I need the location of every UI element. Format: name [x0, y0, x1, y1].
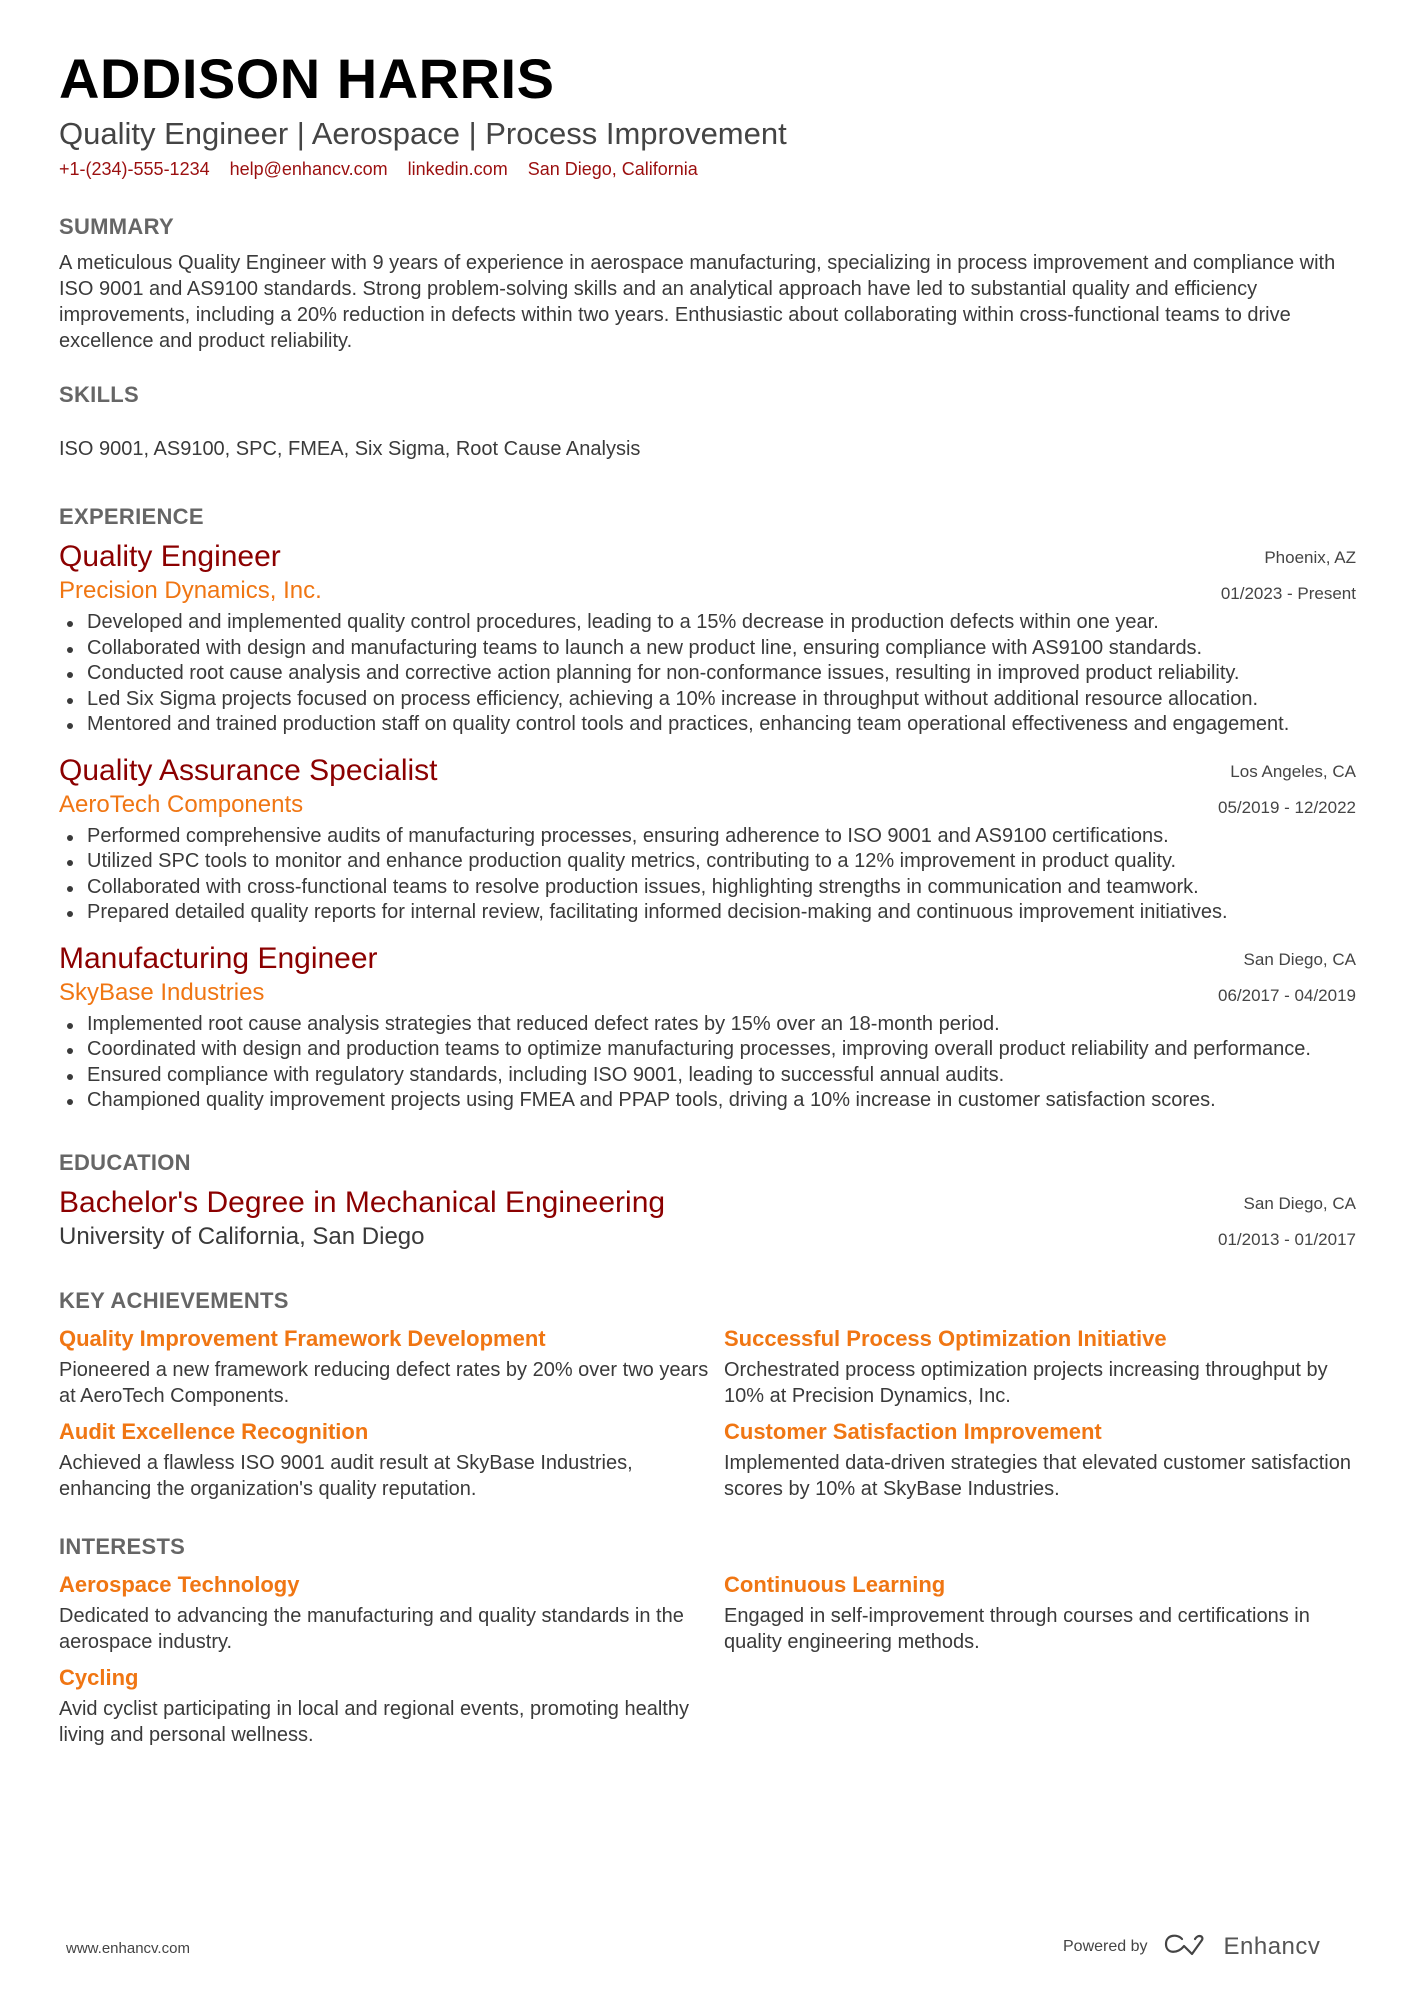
- job-company: AeroTech Components: [59, 790, 304, 818]
- job-bullet: Coordinated with design and production teams to optimize manufacturing processes, improving overall product reliability and performance.: [59, 1037, 1356, 1063]
- education-dates: 01/2013 - 01/2017: [1217, 1229, 1356, 1249]
- contact-list: [59, 156, 1356, 182]
- interest-item: [724, 1570, 1356, 1655]
- job-bullet: Led Six Sigma projects focused on process efficiency, achieving a 10% increase in throughput without additional resource allocation.: [59, 687, 1356, 713]
- section-title-skills: SKILLS: [59, 382, 140, 407]
- section-title-education: EDUCATION: [59, 1149, 191, 1175]
- achievement-desc: Implemented data-driven strategies that elevated customer satisfaction scores by 10% at SkyBase Industries.: [724, 1451, 1351, 1500]
- section-title-summary: SUMMARY: [59, 214, 174, 239]
- interest-desc: Engaged in self-improvement through courses and certifications in quality engineering methods.: [724, 1604, 1310, 1653]
- job-title: Manufacturing Engineer: [59, 941, 378, 975]
- job-location: San Diego, CA: [1243, 949, 1356, 969]
- job-bullet: Collaborated with cross-functional teams to resolve production issues, highlighting strengths in communication and teamwork.: [59, 875, 1356, 901]
- job-bullet: Performed comprehensive audits of manufacturing processes, ensuring adherence to ISO 9001 and AS9100 certifications.: [59, 824, 1356, 850]
- achievement-item: [59, 1417, 724, 1502]
- skills-section: [59, 380, 1356, 462]
- job-company: SkyBase Industries: [59, 978, 265, 1006]
- contact-phone[interactable]: +1-(234)-555-1234: [59, 159, 210, 179]
- job-bullets: [59, 1012, 1356, 1114]
- job-meta: [1218, 754, 1356, 826]
- interest-title: Continuous Learning: [724, 1571, 946, 1597]
- job-bullet: Mentored and trained production staff on quality control tools and practices, enhancing team operational effectiveness and engagement.: [59, 712, 1356, 738]
- interest-item: [59, 1663, 724, 1748]
- job-title: Quality Assurance Specialist: [59, 753, 438, 787]
- job-title: Quality Engineer: [59, 540, 281, 573]
- job-bullet: Prepared detailed quality reports for internal review, facilitating informed decision-making and continuous improvement initiatives.: [59, 900, 1356, 926]
- job-dates: 06/2017 - 04/2019: [1217, 985, 1356, 1005]
- skills-text: ISO 9001, AS9100, SPC, FMEA, Six Sigma, Root Cause Analysis: [59, 438, 641, 460]
- job-bullets: [59, 824, 1356, 926]
- contact-email[interactable]: help@enhancv.com: [229, 159, 388, 179]
- candidate-name: ADDISON HARRIS: [59, 47, 555, 110]
- experience-section: [59, 502, 1356, 1114]
- summary-section: [59, 212, 1356, 354]
- candidate-headline: Quality Engineer | Aerospace | Process Improvement: [59, 116, 787, 151]
- education-degree: Bachelor's Degree in Mechanical Engineering: [59, 1185, 666, 1219]
- job-bullet: Implemented root cause analysis strategies that reduced defect rates by 15% over an 18-month period.: [59, 1012, 1356, 1038]
- education-location: San Diego, CA: [1243, 1193, 1356, 1213]
- job-meta: [1221, 540, 1356, 612]
- education-entry: [59, 1184, 1356, 1252]
- job-bullet: Ensured compliance with regulatory standards, including ISO 9001, leading to successful annual audits.: [59, 1063, 1356, 1089]
- enhancv-logo-icon: [1162, 1932, 1210, 1961]
- achievement-title: Successful Process Optimization Initiative: [724, 1325, 1167, 1351]
- education-school: University of California, San Diego: [59, 1222, 425, 1250]
- job-bullet: Utilized SPC tools to monitor and enhance production quality metrics, contributing to a 12% improvement in product quality.: [59, 849, 1356, 875]
- interests-section: [59, 1532, 1356, 1748]
- contact-location: San Diego, California: [527, 159, 698, 179]
- education-section: [59, 1148, 1356, 1252]
- footer-website[interactable]: www.enhancv.com: [66, 1940, 190, 1957]
- achievement-title: Customer Satisfaction Improvement: [724, 1418, 1102, 1444]
- summary-text: A meticulous Quality Engineer with 9 years of experience in aerospace manufacturing, specializing in process improvement and compliance with ISO 9001 and AS9100 standards. Strong problem-solving skills and an analytical approach have led to substantial quality and efficiency improvements, including a 20% reduction in defects within two years. Enthusiastic about collaborating within cross-functional teams to drive excellence and product reliability.: [59, 252, 1336, 352]
- job-bullet: Collaborated with design and manufacturing teams to launch a new product line, ensuring compliance with AS9100 standards.: [59, 636, 1356, 662]
- job-entry: [59, 752, 1356, 926]
- contact-linkedin[interactable]: linkedin.com: [407, 159, 508, 179]
- section-title-interests: INTERESTS: [59, 1533, 186, 1559]
- brand-name: Enhancv: [1223, 1932, 1321, 1960]
- achievements-grid: [59, 1316, 1356, 1502]
- interest-desc: Dedicated to advancing the manufacturing and quality standards in the aerospace industry.: [59, 1604, 684, 1653]
- job-location: Los Angeles, CA: [1230, 761, 1356, 781]
- job-entry: [59, 538, 1356, 738]
- resume-page: [59, 46, 1356, 1748]
- job-bullets: [59, 610, 1356, 738]
- job-bullet: Championed quality improvement projects using FMEA and PPAP tools, driving a 10% increase in customer satisfaction scores.: [59, 1088, 1356, 1114]
- powered-by-label: Powered by: [1063, 1937, 1148, 1955]
- section-title-achievements: KEY ACHIEVEMENTS: [59, 1287, 289, 1313]
- section-title-experience: EXPERIENCE: [59, 504, 204, 529]
- resume-header: [59, 46, 1356, 182]
- achievement-title: Quality Improvement Framework Development: [59, 1325, 546, 1351]
- achievement-title: Audit Excellence Recognition: [59, 1418, 369, 1444]
- job-entry: [59, 940, 1356, 1114]
- achievement-item: [724, 1324, 1356, 1409]
- interest-title: Aerospace Technology: [59, 1571, 300, 1597]
- job-location: Phoenix, AZ: [1264, 548, 1356, 567]
- job-bullet: Developed and implemented quality control procedures, leading to a 15% decrease in production defects within one year.: [59, 610, 1356, 636]
- achievement-desc: Achieved a flawless ISO 9001 audit result at SkyBase Industries, enhancing the organization's quality reputation.: [59, 1451, 633, 1500]
- job-bullet: Conducted root cause analysis and corrective action planning for non-conformance issues, resulting in improved product reliability.: [59, 661, 1356, 687]
- education-meta: [1218, 1186, 1356, 1258]
- footer-branding: [1063, 1932, 1320, 1961]
- achievement-item: [724, 1417, 1356, 1502]
- achievement-item: [59, 1324, 724, 1409]
- achievement-desc: Pioneered a new framework reducing defect rates by 20% over two years at AeroTech Components.: [59, 1358, 709, 1407]
- interest-desc: Avid cyclist participating in local and regional events, promoting healthy living and personal wellness.: [59, 1697, 689, 1746]
- job-company: Precision Dynamics, Inc.: [59, 577, 322, 604]
- achievement-desc: Orchestrated process optimization projects increasing throughput by 10% at Precision Dynamics, Inc.: [724, 1358, 1328, 1407]
- job-dates: 01/2023 - Present: [1220, 584, 1356, 603]
- interests-grid: [59, 1562, 1356, 1748]
- interest-item: [59, 1570, 724, 1655]
- achievements-section: [59, 1286, 1356, 1502]
- job-meta: [1218, 942, 1356, 1014]
- interest-title: Cycling: [59, 1664, 139, 1690]
- job-dates: 05/2019 - 12/2022: [1217, 797, 1356, 817]
